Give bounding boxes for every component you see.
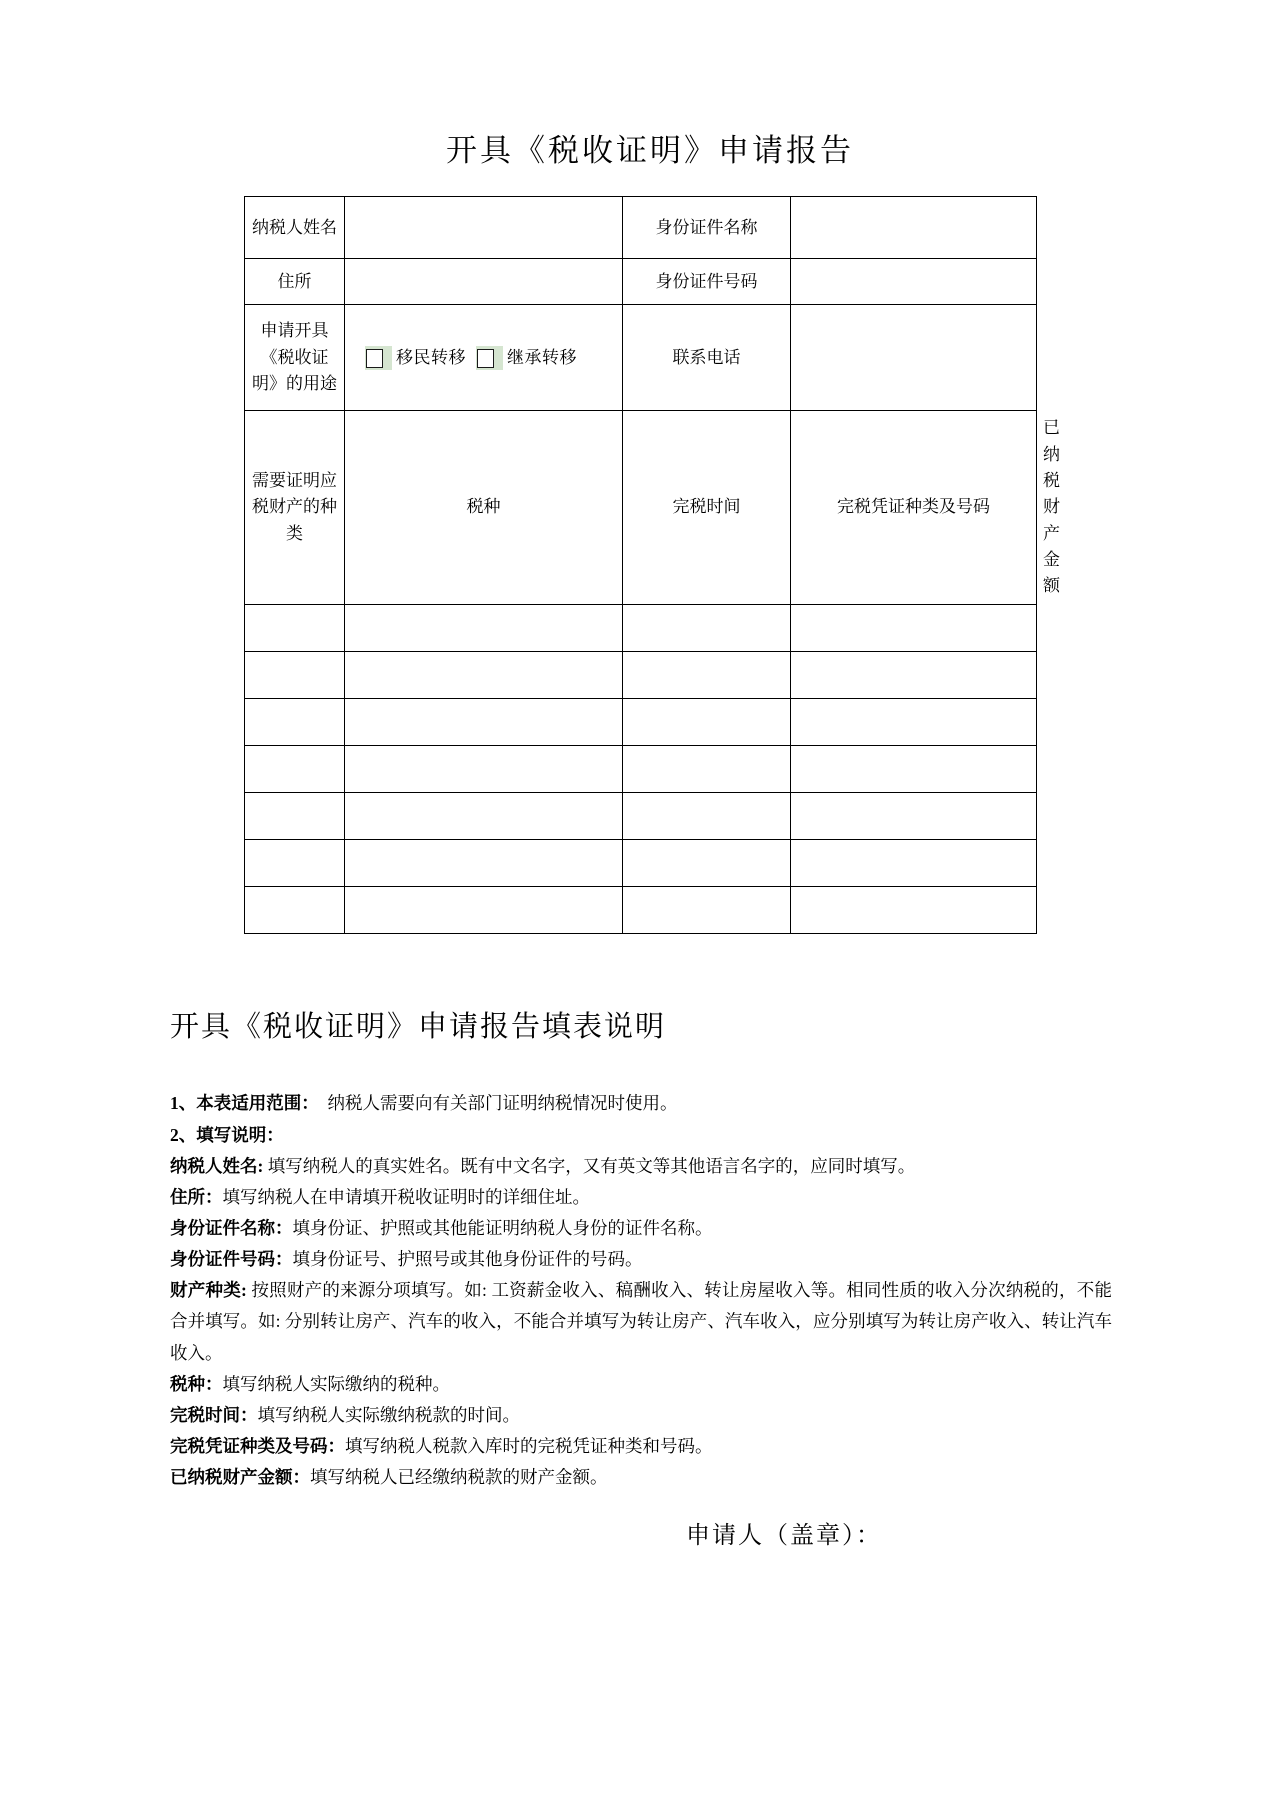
instruction-text: 按照财产的来源分项填写。如: 工资薪金收入、稿酬收入、转让房屋收入等。相同性质的收入分次纳税的，不能合并填写。如: 分别转让房产、汽车的收入，不能合并填写为转让房产、汽车收入，应分别填写为转让房产收入、转让汽车收入。 xyxy=(170,1280,1113,1363)
checkbox-label-migration-transfer: 移民转移 xyxy=(396,347,466,367)
cell-payment-time[interactable] xyxy=(623,745,791,792)
instruction-lead: 纳税人姓名: xyxy=(170,1155,264,1176)
cell-receipt-type-number[interactable] xyxy=(791,745,1037,792)
table-row-taxpayer-name xyxy=(245,197,1037,259)
cell-tax-type[interactable] xyxy=(345,886,623,933)
page-title: 开具《税收证明》申请报告 xyxy=(446,133,854,168)
cell-property-type[interactable] xyxy=(245,839,345,886)
cell-payment-time[interactable] xyxy=(623,792,791,839)
label-property-type: 需要证明应税财产的种类 xyxy=(245,411,345,604)
cell-payment-time[interactable] xyxy=(623,839,791,886)
instruction-lead: 税种： xyxy=(170,1373,223,1394)
field-taxpayer-name[interactable] xyxy=(345,197,623,259)
instruction-lead: 2、填写说明： xyxy=(170,1124,284,1145)
field-id-doc-name[interactable] xyxy=(791,197,1037,259)
instruction-text: 纳税人需要向有关部门证明纳税情况时使用。 xyxy=(310,1093,678,1114)
table-row xyxy=(245,745,1037,792)
cell-property-type[interactable] xyxy=(245,698,345,745)
instruction-text: 填身份证、护照或其他能证明纳税人身份的证件名称。 xyxy=(292,1217,713,1238)
application-form-table xyxy=(244,196,1060,933)
cell-payment-time[interactable] xyxy=(623,886,791,933)
instruction-paragraph xyxy=(170,1462,1112,1493)
table-row xyxy=(245,698,1037,745)
cell-tax-type[interactable] xyxy=(345,651,623,698)
checkbox-item-migration-transfer[interactable] xyxy=(365,345,466,371)
cell-receipt-type-number[interactable] xyxy=(791,792,1037,839)
instruction-text: 填写纳税人实际缴纳的税种。 xyxy=(222,1373,450,1394)
instruction-paragraph xyxy=(170,1182,1112,1213)
cell-property-type[interactable] xyxy=(245,745,345,792)
field-id-doc-number[interactable] xyxy=(791,259,1037,305)
cell-receipt-type-number[interactable] xyxy=(791,651,1037,698)
field-purpose-checkboxes xyxy=(345,305,623,411)
checkbox-item-inheritance-transfer[interactable] xyxy=(476,345,577,371)
checkbox-label-inheritance-transfer: 继承转移 xyxy=(507,347,577,367)
instruction-lead: 1、本表适用范围： xyxy=(170,1093,310,1114)
instruction-paragraph xyxy=(170,1275,1112,1368)
column-header-receipt-type-number: 完税凭证种类及号码 xyxy=(791,411,1037,604)
table-row xyxy=(245,651,1037,698)
instruction-text: 填写纳税人已经缴纳税款的财产金额。 xyxy=(310,1467,608,1488)
instructions-title: 开具《税收证明》申请报告填表说明 xyxy=(170,1010,667,1043)
instruction-paragraph xyxy=(170,1151,1112,1182)
cell-tax-type[interactable] xyxy=(345,839,623,886)
column-header-payment-time: 完税时间 xyxy=(623,411,791,604)
purpose-checkbox-group xyxy=(351,345,616,371)
cell-payment-time[interactable] xyxy=(623,698,791,745)
table-row-column-headers: 需要证明应税财产的种类 税种 完税时间 完税凭证种类及号码 已纳税财产金额 xyxy=(245,411,1037,604)
label-address: 住所 xyxy=(245,259,345,305)
instruction-paragraph xyxy=(170,1400,1112,1431)
instructions-body xyxy=(0,1044,1280,1558)
instruction-text: 填写纳税人税款入库时的完税凭证种类和号码。 xyxy=(345,1435,713,1456)
table-row xyxy=(245,792,1037,839)
instruction-lead: 完税凭证种类及号码： xyxy=(170,1435,345,1456)
table-row xyxy=(245,886,1037,933)
instruction-paragraph xyxy=(170,1244,1112,1275)
cell-tax-type[interactable] xyxy=(345,604,623,651)
instruction-text: 填写纳税人实际缴纳税款的时间。 xyxy=(257,1404,520,1425)
instruction-lead: 身份证件号码： xyxy=(170,1249,293,1270)
label-purpose: 申请开具《税收证明》的用途 xyxy=(245,305,345,411)
instruction-lead: 身份证件名称： xyxy=(170,1217,293,1238)
label-id-doc-name: 身份证件名称 xyxy=(623,197,791,259)
cell-property-type[interactable] xyxy=(245,792,345,839)
cell-receipt-type-number[interactable] xyxy=(791,886,1037,933)
cell-receipt-type-number[interactable] xyxy=(791,698,1037,745)
checkbox-icon-inheritance-transfer[interactable] xyxy=(476,346,503,370)
cell-payment-time[interactable] xyxy=(623,604,791,651)
instruction-paragraph xyxy=(170,1431,1112,1462)
cell-tax-type[interactable] xyxy=(345,745,623,792)
column-header-tax-type: 税种 xyxy=(345,411,623,604)
label-id-doc-number: 身份证件号码 xyxy=(623,259,791,305)
instruction-paragraph xyxy=(170,1088,1112,1119)
field-address[interactable] xyxy=(345,259,623,305)
instruction-paragraph xyxy=(170,1369,1112,1400)
cell-property-type[interactable] xyxy=(245,651,345,698)
application-form-table-wrapper xyxy=(244,196,1060,933)
instruction-lead: 住所： xyxy=(170,1186,223,1207)
instruction-text: 填写纳税人在申请填开税收证明时的详细住址。 xyxy=(222,1186,590,1207)
cell-receipt-type-number[interactable] xyxy=(791,839,1037,886)
signature-line: 申请人（盖章）： xyxy=(686,1523,882,1550)
cell-payment-time[interactable] xyxy=(623,651,791,698)
instruction-lead: 已纳税财产金额： xyxy=(170,1467,310,1488)
table-row-purpose xyxy=(245,305,1037,411)
cell-property-type[interactable] xyxy=(245,604,345,651)
instruction-paragraph xyxy=(170,1213,1112,1244)
field-phone[interactable] xyxy=(791,305,1037,411)
instruction-text: 填写纳税人的真实姓名。既有中文名字，又有英文等其他语言名字的，应同时填写。 xyxy=(263,1155,916,1176)
cell-tax-type[interactable] xyxy=(345,792,623,839)
cell-tax-type[interactable] xyxy=(345,698,623,745)
table-row xyxy=(245,839,1037,886)
instruction-paragraph xyxy=(170,1120,1112,1151)
instruction-lead: 财产种类: xyxy=(170,1280,247,1301)
table-row-address xyxy=(245,259,1037,305)
instruction-lead: 完税时间： xyxy=(170,1404,258,1425)
instruction-text: 填身份证号、护照号或其他身份证件的号码。 xyxy=(292,1249,643,1270)
label-phone: 联系电话 xyxy=(623,305,791,411)
cell-property-type[interactable] xyxy=(245,886,345,933)
cell-receipt-type-number[interactable] xyxy=(791,604,1037,651)
checkbox-icon-migration-transfer[interactable] xyxy=(365,346,392,370)
label-taxpayer-name: 纳税人姓名 xyxy=(245,197,345,259)
table-row xyxy=(245,604,1037,651)
